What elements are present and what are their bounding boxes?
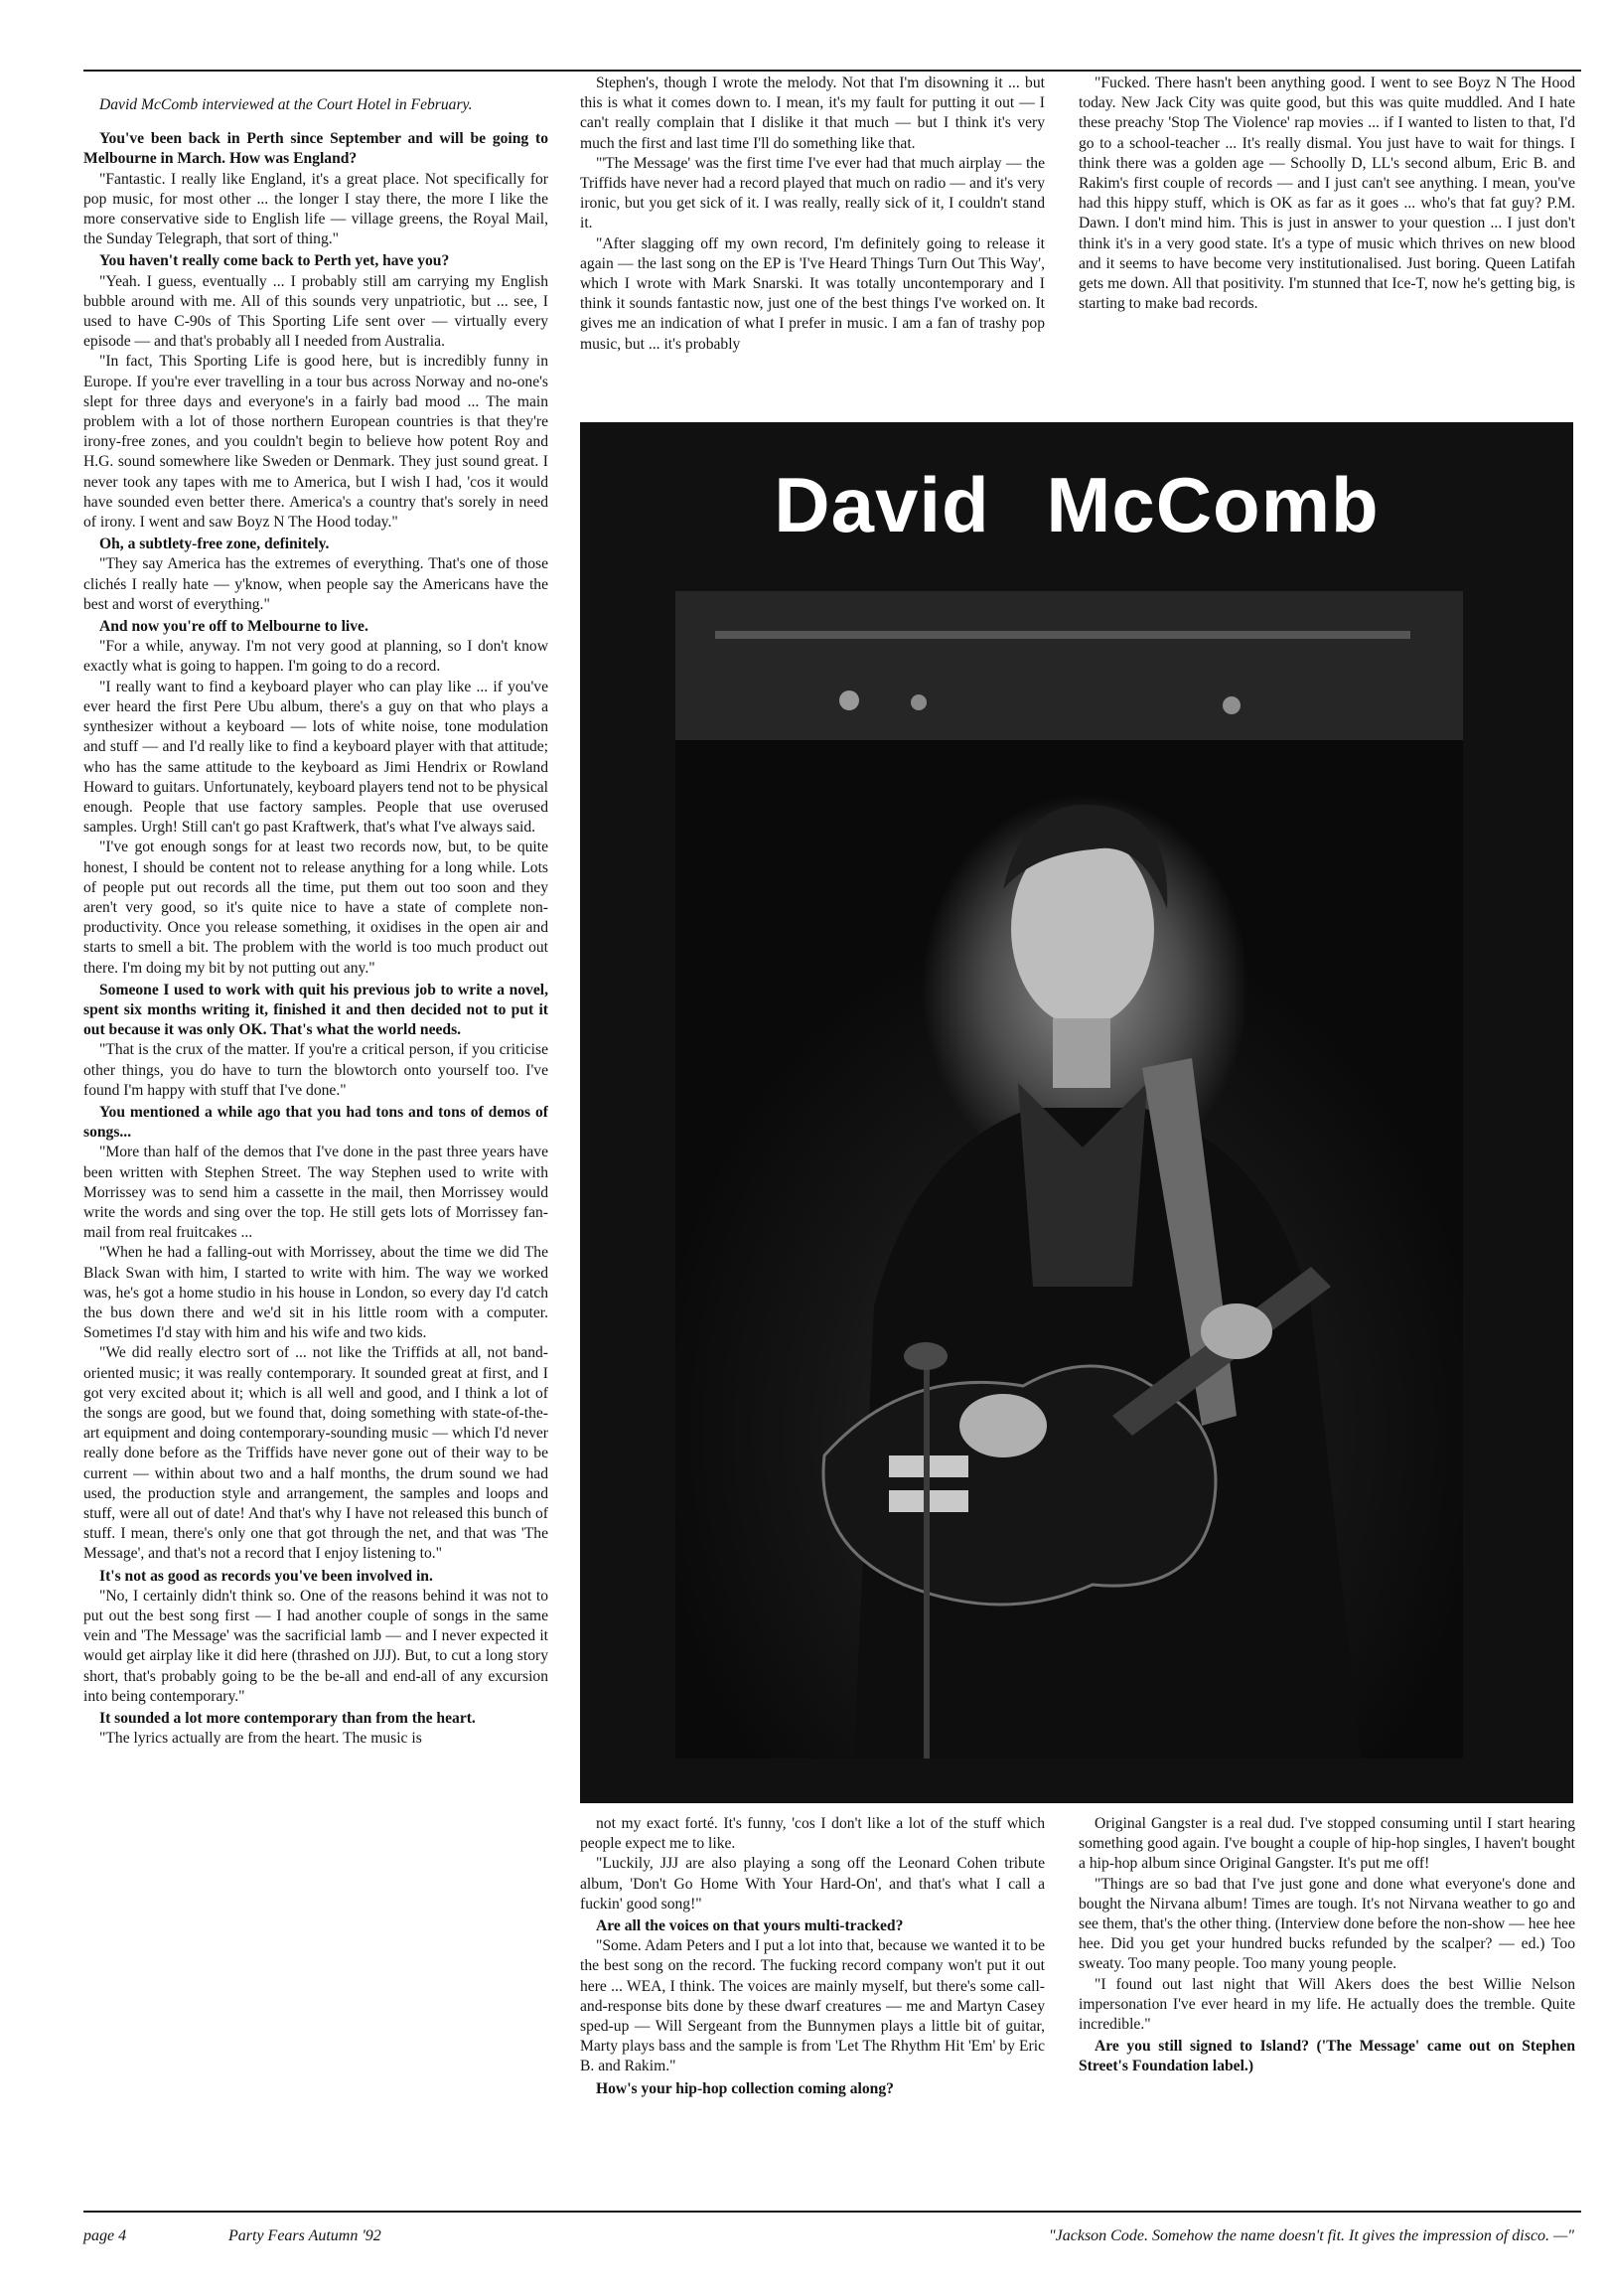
photo-illustration — [675, 591, 1463, 1759]
headline: David McComb — [774, 461, 1380, 548]
interview-answer: "When he had a falling-out with Morrissey, about the time we did The Black Swan with him, I started to write with him. The way we worked was, he's got a home studio in his house in London, so every day I'd catch the bus down there and we'd sit in his little room with a computer. Sometimes I'd stay with him and his wife and two kids. — [83, 1244, 548, 1342]
interview-answer: "That is the crux of the matter. If you're a critical person, if you criticise other things, you do have to turn the blowtorch onto yourself too. I've found I'm happy with stuff that I've done." — [83, 1041, 548, 1099]
column-3-top — [1079, 74, 1575, 407]
interview-answer: "In fact, This Sporting Life is good here, but is incredibly funny in Europe. If you're ever travelling in a tour bus across Norway and no-one's slept for three days and everyone's in a fairly bad mood ... The main problem with a lot of those northern European countries is that they're irony-free zones, and you couldn't begin to believe how potent Roy and H.G. sound somewhere like Sweden or Denmark. They just sound great. I never took any tapes with me to America, but I wish I had, 'cos it would have sounded even better there. America's a country that's sorely in need of irony. I went and saw Boyz N The Hood today." — [83, 353, 548, 532]
interview-question: Someone I used to work with quit his previous job to write a novel, spent six months writing it, finished it and then decided not to put it out because it was only OK. That's what the world needs. — [83, 981, 548, 1039]
interview-intro: David McComb interviewed at the Court Hotel in February. — [99, 96, 473, 113]
interview-question: Are all the voices on that yours multi-tracked? — [596, 1917, 904, 1935]
interview-answer: "The lyrics actually are from the heart. The music is — [99, 1730, 422, 1748]
interview-answer: "Some. Adam Peters and I put a lot into that, because we wanted it to be the best song on the record. The fucking record company won't put it out here ... WEA, I think. The voices are mainly myself, but there's some call-and-response bits done by these dwarf creatures — me and Martyn Casey sped-up — Will Sergeant from the Bunnymen plays a little bit of guitar, Marty plays bass and the sample is from 'Let The Rhythm Hit 'Em' by Eric B. and Rakim." — [580, 1937, 1045, 2075]
interview-answer: "I found out last night that Will Akers does the best Willie Nelson impersonation I've ever heard in my life. He actually does the tremble. Quite incredible." — [1079, 1975, 1575, 2034]
top-rule — [83, 70, 1581, 72]
interview-question: It's not as good as records you've been involved in. — [99, 1567, 433, 1585]
footer-rule — [83, 2211, 1581, 2213]
interview-answer: "Fucked. There hasn't been anything good. I went to see Boyz N The Hood today. New Jack City was quite good, but this was quite muddled. And I hate these preachy 'Stop The Violence' rap movies ... if I wanted to listen to that, I'd go to a school-teacher ... It's really dismal. You just have to wait for things. I think there was a golden age — Schoolly D, LL's second album, Eric B. and Rakim's first couple of records — and I just can't see anything. I mean, you've had this hippy stuff, which is OK as far as it goes ... who's that fat guy? P.M. Dawn. I don't mind him. This is just in answer to your question ... I just don't think it's in a very good state. It's a type of music which thrives on new blood and it seems to have become very institutionalised. Just boring. Queen Latifah gets me down. All that positivity. I'm stunned that Ice-T, now he's getting big, is starting to make bad records. — [1079, 75, 1575, 313]
interview-answer: "I really want to find a keyboard player who can play like ... if you've ever heard the first Pere Ubu album, there's a guy on that who plays a synthesizer without a keyboard — lots of white noise, tone modulation and stuff — and I'd really like to find a keyboard player with that attitude; who has the same attitude to the keyboard as Jimi Hendrix or Rowland Howard to guitars. Unfortunately, keyboard players tend not to be physical enough. People that use factory samples. People that use overused samples. Urgh! Still can't go past Kraftwerk, that's what I've always said. — [83, 678, 548, 837]
interview-question: It sounded a lot more contemporary than from the heart. — [99, 1710, 476, 1728]
interview-question: Are you still signed to Island? ('The Message' came out on Stephen Street's Foundation label.) — [1079, 2038, 1575, 2075]
interview-question: And now you're off to Melbourne to live. — [99, 618, 368, 636]
interview-answer: "Fantastic. I really like England, it's a great place. Not specifically for pop music, for most other ... the longer I stay there, the more I like the more conservative side to English life — village greens, the Royal Mail, the Sunday Telegraph, that sort of thing." — [83, 170, 548, 248]
interview-answer: not my exact forté. It's funny, 'cos I don't like a lot of the stuff which people expect me to like. — [580, 1815, 1045, 1853]
interview-answer: Stephen's, though I wrote the melody. Not that I'm disowning it ... but this is what it comes down to. I mean, it's my fault for putting it out — I can't really complain that I dislike it that much — but I think it's very much the first and last time I'll do something like that. — [580, 75, 1045, 152]
interview-answer: "They say America has the extremes of everything. That's one of those clichés I really hate — y'know, when people say the Americans have the best and worst of everything." — [83, 555, 548, 613]
footer-page-number: page 4 — [83, 2227, 127, 2244]
interview-answer: "No, I certainly didn't think so. One of the reasons behind it was not to put out the best song first — I had another couple of songs in the same vein and 'The Message' was the sacrificial lamb — and I never expected it would get airplay like it did here (thrashed on JJJ). But, to cut a long story short, that's probably going to be the be-all and end-all of any excursion into being contemporary." — [83, 1587, 548, 1705]
column-2-top — [580, 74, 1045, 407]
interview-answer: "Yeah. I guess, eventually ... I probably still am carrying my English bubble around with me. All of this sounds very unpatriotic, but ... see, I used to have C-90s of This Sporting Life sent over — virtually every episode — and that's probably all I needed from Australia. — [83, 272, 548, 351]
interview-answer: "I've got enough songs for at least two records now, but, to be quite honest, I should be content not to release anything for a long while. Lots of people put out records all the time, put them out too soon and they aren't very good, so it's quite nice to have a state of complete non-productivity. Once you release something, it oxidises in the open air and starts to smell a bit. The problem with the world is too much product out there. I'm doing my bit by not putting out any." — [83, 839, 548, 977]
interview-question: You haven't really come back to Perth yet, have you? — [99, 252, 450, 270]
column-1 — [83, 95, 548, 2198]
interview-answer: "'The Message' was the first time I've ever had that much airplay — the Triffids have never had a record played that much on radio — and it's very ironic, but you get sick of it. I was really, really sick of it, I couldn't stand it. — [580, 154, 1045, 232]
interview-question: Oh, a subtlety-free zone, definitely. — [99, 536, 330, 553]
interview-answer: "Things are so bad that I've just gone and done what everyone's done and bought the Nirvana album! Times are tough. It's not Nirvana weather to go and see them, that's the other thing. (Interview done before the non-show — hee hee hee. Did you get your hundred bucks refunded by the scalper? — ed.) Too sweaty. Too many people. Too many young people. — [1079, 1875, 1575, 1973]
column-2-bottom — [580, 1814, 1045, 2192]
footer-magazine: Party Fears Autumn '92 — [228, 2227, 381, 2244]
interview-question: You mentioned a while ago that you had tons and tons of demos of songs... — [83, 1103, 548, 1142]
guitarist-photo — [675, 591, 1463, 1759]
interview-answer: "Luckily, JJJ are also playing a song off the Leonard Cohen tribute album, 'Don't Go Home With Your Hard-On', and that's what I call a fuckin' good song!" — [580, 1855, 1045, 1913]
footer-quote: "Jackson Code. Somehow the name doesn't fit. It gives the impression of disco. —" — [1048, 2227, 1574, 2244]
interview-answer: "More than half of the demos that I've done in the past three years have been written with Stephen Street. The way Stephen used to write with Morrissey was to send him a cassette in the mail, then Morrissey would write the words and sing over the top. He still gets lots of Morrissey fan-mail from real fruitcakes ... — [83, 1144, 548, 1242]
interview-answer: Original Gangster is a real dud. I've stopped consuming until I start hearing something good again. I've bought a couple of hip-hop singles, I haven't bought a hip-hop album since Original Gangster. It's put me off! — [1079, 1815, 1575, 1873]
interview-answer: "After slagging off my own record, I'm definitely going to release it again — the last song on the EP is 'I've Heard Things Turn Out This Way', which I wrote with Mark Snarski. It was totally uncontemporary and I think it sounds fantastic now, just one of the best things I've worked on. It gives me an indication of what I prefer in music. I am a fan of trashy pop music, but ... it's probably — [580, 234, 1045, 353]
interview-question: You've been back in Perth since September and will be going to Melbourne in March. How was England? — [83, 130, 548, 168]
interview-answer: "We did really electro sort of ... not like the Triffids at all, not band-oriented music; it was really contemporary. It sounded great at first, and I got very excited about it; which is all well and good, and I think a lot of the songs are good, but we found that, doing something with state-of-the-art equipment and doing contemporary-sounding music — which I'd never really done before as the Triffids have never gone out of their way to be current — within about two and a half months, the drum sound we had used, the production style and arrangement, the samples and loops and stuff, were all out of date! And that's why I have not released this bunch of stuff. I mean, there's only one that got through the net, and that was 'The Message', and that's not a record that I enjoy listening to." — [83, 1344, 548, 1563]
feature-photo-block — [580, 422, 1573, 1803]
interview-question: How's your hip-hop collection coming along? — [596, 2079, 894, 2097]
column-3-bottom — [1079, 1814, 1575, 2192]
interview-answer: "For a while, anyway. I'm not very good at planning, so I don't know exactly what is going to happen. I'm going to do a record. — [83, 638, 548, 676]
